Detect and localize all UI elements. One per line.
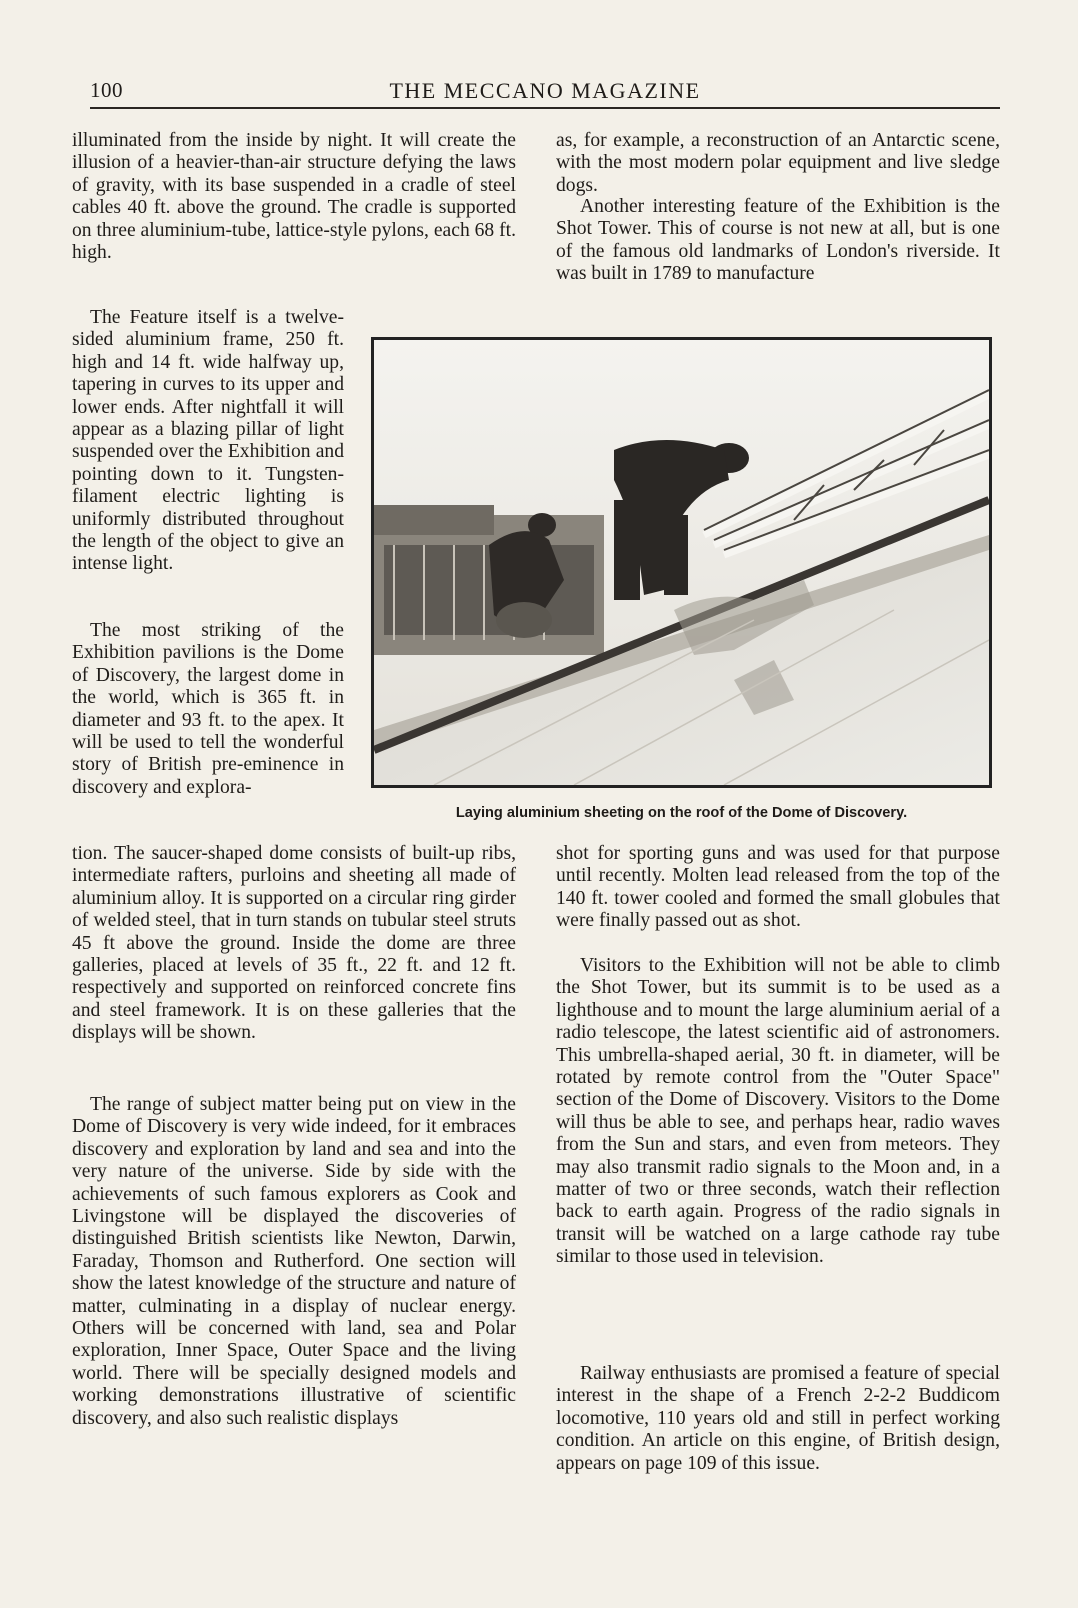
- dome-roof-photo: [371, 337, 992, 788]
- left-paragraph-2: The Feature itself is a twelve-sided aluminium frame, 250 ft. high and 14 ft. wide halfway up, tapering in curves to its upper and lower ends. After nightfall it will appear as a blazing pillar of light suspended over the Exhibition and pointing down to it. Tungsten-filament electric lighting is uniformly distributed throughout the length of the object to give an intense light.: [72, 307, 344, 575]
- dome-roof-photo-image: [374, 340, 989, 785]
- left-paragraph-4: The range of subject matter being put on view in the Dome of Discovery is very wide indeed, for it embraces discovery and exploration by land and sea and into the very nature of the universe. Side by side with the achievements of such famous explorers as Cook and Livingstone will be displayed the discoveries of distinguished British scientists like Newton, Darwin, Faraday, Thomson and Rutherford. One section will show the latest knowledge of the structure and nature of matter, culminating in a display of nuclear energy. Others will be concerned with land, sea and Polar exploration, Inner Space, Outer Space and the living world. There will be specially designed models and working demonstrations illustrative of scientific discovery, and also such realistic displays: [72, 1094, 516, 1429]
- right-paragraph-2-continued: shot for sporting guns and was used for that purpose until recently. Molten lead released from the top of the 140 ft. tower cooled and formed the small globules that were finally passed out as shot.: [556, 843, 1000, 932]
- page-number: 100: [90, 78, 123, 102]
- left-paragraph-1: illuminated from the inside by night. It will create the illusion of a heavier-than-air structure defying the laws of gravity, with its base suspended in a cradle of steel cables 40 ft. above the ground. The cradle is supported on three aluminium-tube, lattice-style pylons, each 68 ft. high.: [72, 130, 516, 264]
- right-paragraph-2: Another interesting feature of the Exhibition is the Shot Tower. This of course is not new at all, but is one of the famous old landmarks of London's riverside. It was built in 1789 to manufacture: [556, 196, 1000, 285]
- right-paragraph-3: Visitors to the Exhibition will not be able to climb the Shot Tower, but its summit is to be used as a lighthouse and to mount the large aluminium aerial of a radio telescope, the latest scientific aid of astronomers. This umbrella-shaped aerial, 30 ft. in diameter, will be rotated by remote control from the "Outer Space" section of the Dome of Discovery. Visitors to the Dome will thus be able to see, and perhaps hear, radio waves from the Sun and stars, and even from meteors. They may also transmit radio signals to the Moon and, in a matter of two or three seconds, watch their reflection back to earth again. Progress of the radio signals in transit will be watched on a large cathode ray tube similar to those used in television.: [556, 955, 1000, 1268]
- magazine-title: THE MECCANO MAGAZINE: [389, 78, 701, 103]
- left-paragraph-3: The most striking of the Exhibition pavilions is the Dome of Discovery, the largest dome in the world, which is 365 ft. in diameter and 93 ft. to the apex. It will be used to tell the wonderful story of British pre-eminence in discovery and explora-: [72, 620, 344, 798]
- header-rule: [90, 107, 1000, 109]
- photo-caption: Laying aluminium sheeting on the roof of the Dome of Discovery.: [455, 805, 908, 821]
- right-paragraph-4: Railway enthusiasts are promised a feature of special interest in the shape of a French 2-2-2 Buddicom locomotive, 110 years old and still in perfect working condition. An article on this engine, of British design, appears on page 109 of this issue.: [556, 1363, 1000, 1474]
- left-paragraph-3-continued: tion. The saucer-shaped dome consists of built-up ribs, intermediate rafters, purloins and sheeting all made of aluminium alloy. It is supported on a circular ring girder of welded steel, that in turn stands on tubular steel struts 45 ft above the ground. Inside the dome are three galleries, placed at levels of 35 ft., 22 ft. and 12 ft. respectively and supported on reinforced concrete fins and steel framework. It is on these galleries that the displays will be shown.: [72, 843, 516, 1044]
- page-header: [90, 78, 1000, 108]
- right-paragraph-1: as, for example, a reconstruction of an Antarctic scene, with the most modern polar equipment and live sledge dogs.: [556, 130, 1000, 196]
